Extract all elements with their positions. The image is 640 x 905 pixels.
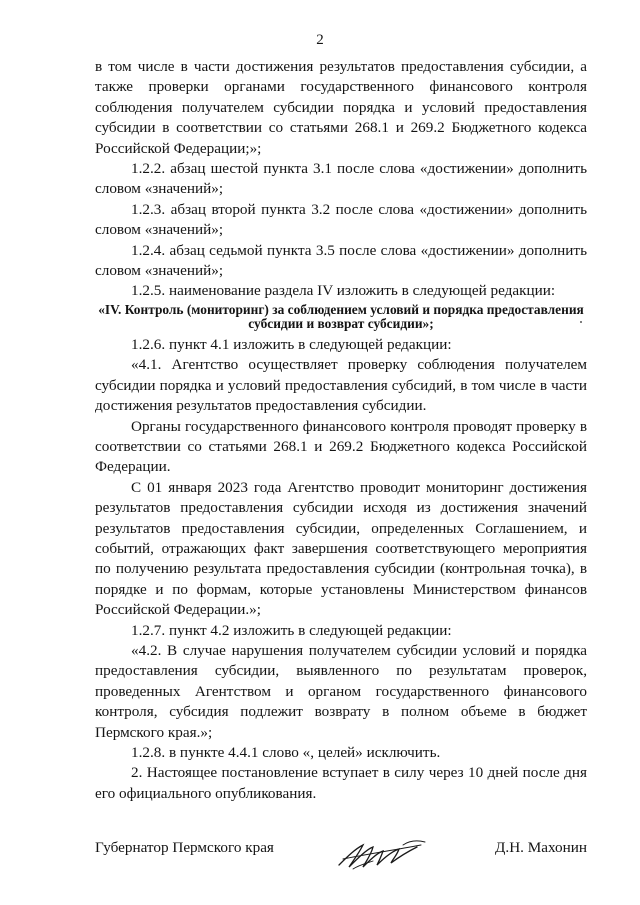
page-number: 2 bbox=[316, 32, 324, 48]
document-body bbox=[95, 57, 587, 804]
paragraph-4-2: «4.2. В случае нарушения получателем субсидии условий и порядка предоставления субсидии, выявленного по результатам проверок, проведенных Агентством и органом государственного финансового контроля, субсидия подлежит возврату в полном объеме в бюджет Пермского края.»; bbox=[95, 641, 587, 741]
paragraph-1-2-8: 1.2.8. в пункте 4.4.1 слово «, целей» исключить. bbox=[131, 744, 441, 761]
signatory-title: Губернатор Пермского края bbox=[95, 839, 274, 856]
paragraph-2: 2. Настоящее постановление вступает в силу через 10 дней после дня его официального опубликования. bbox=[95, 764, 587, 802]
paragraph-1-2-7: 1.2.7. пункт 4.2 изложить в следующей редакции: bbox=[131, 621, 452, 639]
paragraph-control-bodies: Органы государственного финансового контроля проводят проверку в соответствии со статьями 268.1 и 269.2 Бюджетного кодекса Российской Федерации. bbox=[95, 417, 587, 476]
signatory-name: Д.Н. Махонин bbox=[495, 839, 587, 856]
paragraph-1-2-5: 1.2.5. наименование раздела IV изложить в следующей редакции: bbox=[131, 282, 556, 300]
scan-speck bbox=[580, 321, 582, 323]
paragraph-1-2-6: 1.2.6. пункт 4.1 изложить в следующей редакции: bbox=[131, 335, 452, 353]
paragraph-1-2-4: 1.2.4. абзац седьмой пункта 3.5 после слова «достижении» дополнить словом «значений»; bbox=[95, 241, 587, 280]
handwritten-signature bbox=[333, 835, 433, 873]
signature-block bbox=[95, 835, 587, 875]
paragraph-1-2-3: 1.2.3. абзац второй пункта 3.2 после слова «достижении» дополнить словом «значений»; bbox=[95, 200, 587, 239]
section-heading: «IV. Контроль (мониторинг) за соблюдением условий и порядка предоставления субсидии и возврат субсидии»; bbox=[98, 301, 584, 332]
paragraph-1-2-2: 1.2.2. абзац шестой пункта 3.1 после слова «достижении» дополнить словом «значений»; bbox=[95, 160, 587, 198]
paragraph-4-1: «4.1. Агентство осуществляет проверку соблюдения получателем субсидии порядка и условий предоставления субсидий, в том числе в части достижения результатов предоставления субсидии. bbox=[95, 356, 587, 415]
paragraph-continuation: в том числе в части достижения результатов предоставления субсидии, а также проверки органами государственного финансового контроля соблюдения получателем субсидии порядка и условий предоставления субсидии в соответствии со статьями 268.1 и 269.2 Бюджетного кодекса Российской Федерации;»; bbox=[95, 58, 587, 157]
paragraph-monitoring: С 01 января 2023 года Агентство проводит мониторинг достижения результатов предоставления субсидии исходя из достижения значений результатов предоставления субсидии, определенных Соглашением, и событий, отражающих факт завершения соответствующего мероприятия по получению результата предоставления субсидии (контрольная точка), в порядке и по формам, которые установлены Министерством финансов Российской Федерации.»; bbox=[95, 478, 587, 619]
